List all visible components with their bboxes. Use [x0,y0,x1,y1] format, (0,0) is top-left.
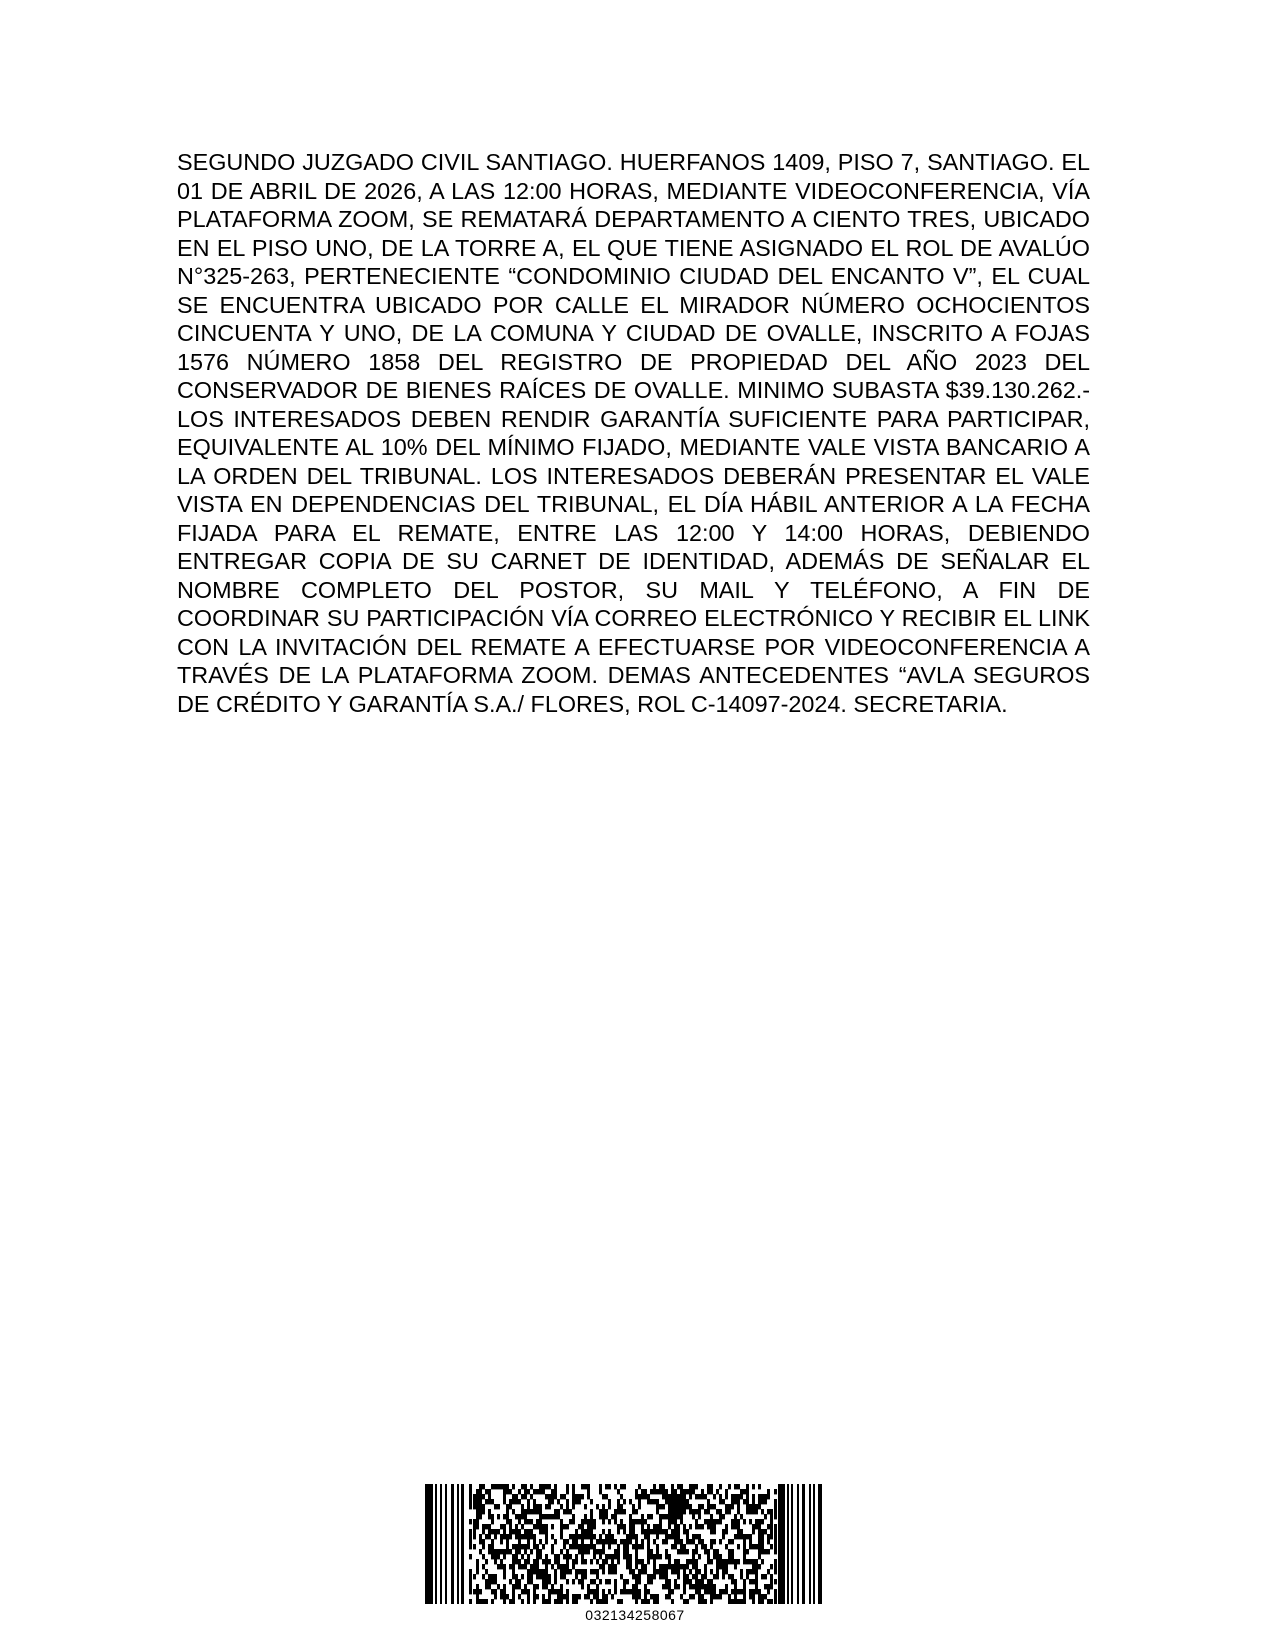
auction-notice-text: SEGUNDO JUZGADO CIVIL SANTIAGO. HUERFANOS 1409, PISO 7, SANTIAGO. EL 01 DE ABRIL DE 2026, A LAS 12:00 HORAS, MEDIANTE VIDEOCONFERENCIA, VÍA PLATAFORMA ZOOM, SE REMATARÁ DEPARTAMENTO A CIENTO TRES, UBICADO EN EL PISO UNO, DE LA TORRE A, EL QUE TIENE ASIGNADO EL ROL DE AVALÚO N°325-263, PERTENECIENTE “CONDOMINIO CIUDAD DEL ENCANTO V”, EL CUAL SE ENCUENTRA UBICADO POR CALLE EL MIRADOR NÚMERO OCHOCIENTOS CINCUENTA Y UNO, DE LA COMUNA Y CIUDAD DE OVALLE, INSCRITO A FOJAS 1576 NÚMERO 1858 DEL REGISTRO DE PROPIEDAD DEL AÑO 2023 DEL CONSERVADOR DE BIENES RAÍCES DE OVALLE. MINIMO SUBASTA $39.130.262.- LOS INTERESADOS DEBEN RENDIR GARANTÍA SUFICIENTE PARA PARTICIPAR, EQUIVALENTE AL 10% DEL MÍNIMO FIJADO, MEDIANTE VALE VISTA BANCARIO A LA ORDEN DEL TRIBUNAL. LOS INTERESADOS DEBERÁN PRESENTAR EL VALE VISTA EN DEPENDENCIAS DEL TRIBUNAL, EL DÍA HÁBIL ANTERIOR A LA FECHA FIJADA PARA EL REMATE, ENTRE LAS 12:00 Y 14:00 HORAS, DEBIENDO ENTREGAR COPIA DE SU CARNET DE IDENTIDAD, ADEMÁS DE SEÑALAR EL NOMBRE COMPLETO DEL POSTOR, SU MAIL Y TELÉFONO, A FIN DE COORDINAR SU PARTICIPACIÓN VÍA CORREO ELECTRÓNICO Y RECIBIR EL LINK CON LA INVITACIÓN DEL REMATE A EFECTUARSE POR VIDEOCONFERENCIA A TRAVÉS DE LA PLATAFORMA ZOOM. DEMAS ANTECEDENTES “AVLA SEGUROS DE CRÉDITO Y GARANTÍA S.A./ FLORES, ROL C-14097-2024. SECRETARIA. [177,149,1090,717]
barcode-number: 032134258067 [585,1607,685,1623]
pdf417-barcode [425,1484,845,1604]
barcode-graphic [425,1484,845,1604]
